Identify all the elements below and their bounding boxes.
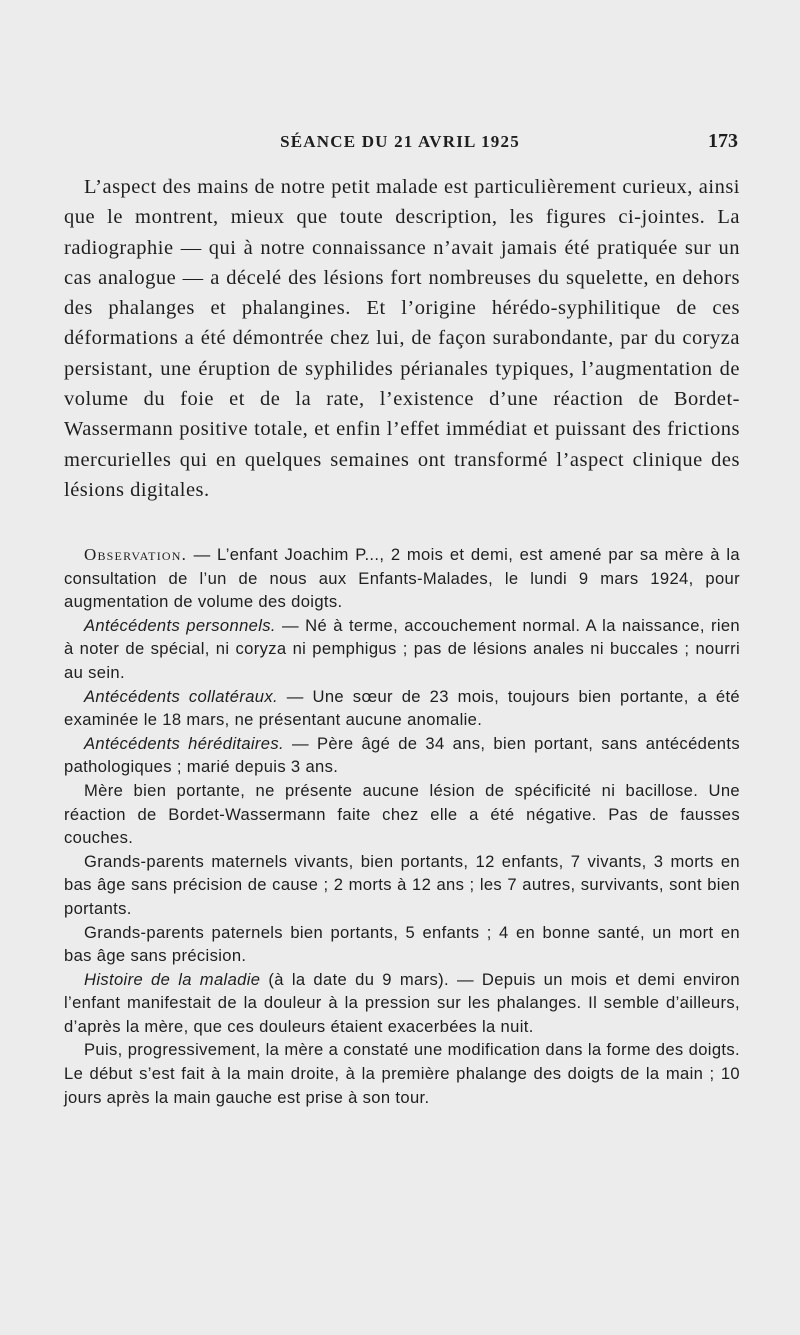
hereditary-history-paragraph	[64, 732, 740, 779]
personal-history-label: Antécédents personnels.	[84, 615, 276, 635]
hereditary-history-label: Antécédents héréditaires.	[84, 733, 284, 753]
observation-section	[64, 543, 740, 1109]
running-header	[62, 132, 738, 158]
maternal-grandparents-paragraph: Grands-parents maternels vivants, bien portants, 12 enfants, 7 vivants, 3 morts en bas âge sans précision de cause ; 2 morts à 12 ans ; les 7 autres, survivants, sont bien portants.	[64, 851, 740, 918]
collateral-history-label: Antécédents collatéraux.	[84, 686, 278, 706]
page-number: 173	[708, 130, 738, 152]
personal-history-paragraph	[64, 614, 740, 685]
paternal-grandparents-paragraph: Grands-parents paternels bien portants, 5 enfants ; 4 en bonne santé, un mort en bas âge sans précision.	[64, 922, 740, 966]
observation-paragraph	[64, 543, 740, 614]
main-paragraph-block	[64, 172, 740, 505]
disease-history-label: Histoire de la maladie	[84, 969, 261, 989]
mother-paragraph: Mère bien portante, ne présente aucune lésion de spécificité ni bacillose. Une réaction de Bordet-Wassermann faite chez elle a été négative. Pas de fausses couches.	[64, 780, 740, 848]
collateral-history-text: — Une sœur de 23 mois, toujours bien portante, a été examinée le 18 mars, ne présentant aucune anomalie.	[64, 686, 740, 730]
main-paragraph: L’aspect des mains de notre petit malade est particulièrement curieux, ainsi que le montrent, mieux que toute description, les figures ci-jointes. La radiographie — qui à notre connaissance n’avait jamais été pratiquée sur un cas analogue — a décelé des lésions fort nombreuses du squelette, en dehors des phalanges et phalangines. Et l’origine hérédo-syphilitique de ces déformations a été démontrée chez lui, de façon surabondante, par du coryza persistant, une éruption de syphilides périanales typiques, l’augmentation de volume du foie et de la rate, l’existence d’une réaction de Bordet-Wassermann positive totale, et enfin l’effet immédiat et puissant des frictions mercurielles qui en quelques semaines ont transformé l’aspect clinique des lésions digitales.	[64, 176, 740, 501]
personal-history-text: — Né à terme, accouchement normal. A la naissance, rien à noter de spécial, ni coryza ni pemphigus ; pas de lésions anales ni buccales ; nourri au sein.	[64, 615, 741, 682]
disease-history-text: (à la date du 9 mars). — Depuis un mois et demi environ l’enfant manifestait de la douleur à la pression sur les phalanges. Il semble d’ailleurs, d’après la mère, que ces douleurs étaient exacerbées la nuit.	[64, 969, 740, 1036]
collateral-history-paragraph	[64, 685, 740, 732]
hereditary-history-text: — Père âgé de 34 ans, bien portant, sans antécédents pathologiques ; marié depuis 3 ans.	[64, 733, 740, 777]
disease-history-paragraph	[64, 968, 740, 1039]
observation-text: — L’enfant Joachim P..., 2 mois et demi, est amené par sa mère à la consultation de l’un de nous aux Enfants-Malades, le lundi 9 mars 1924, pour augmentation de volume des doigts.	[64, 545, 740, 612]
running-title: SÉANCE DU 21 AVRIL 1925	[280, 132, 520, 151]
observation-label: Observation.	[84, 545, 188, 564]
progression-paragraph: Puis, progressivement, la mère a constaté une modification dans la forme des doigts. Le début s’est fait à la main droite, à la première phalange des doigts de la main ; 10 jours après la main gauche est prise à son tour.	[64, 1040, 740, 1107]
